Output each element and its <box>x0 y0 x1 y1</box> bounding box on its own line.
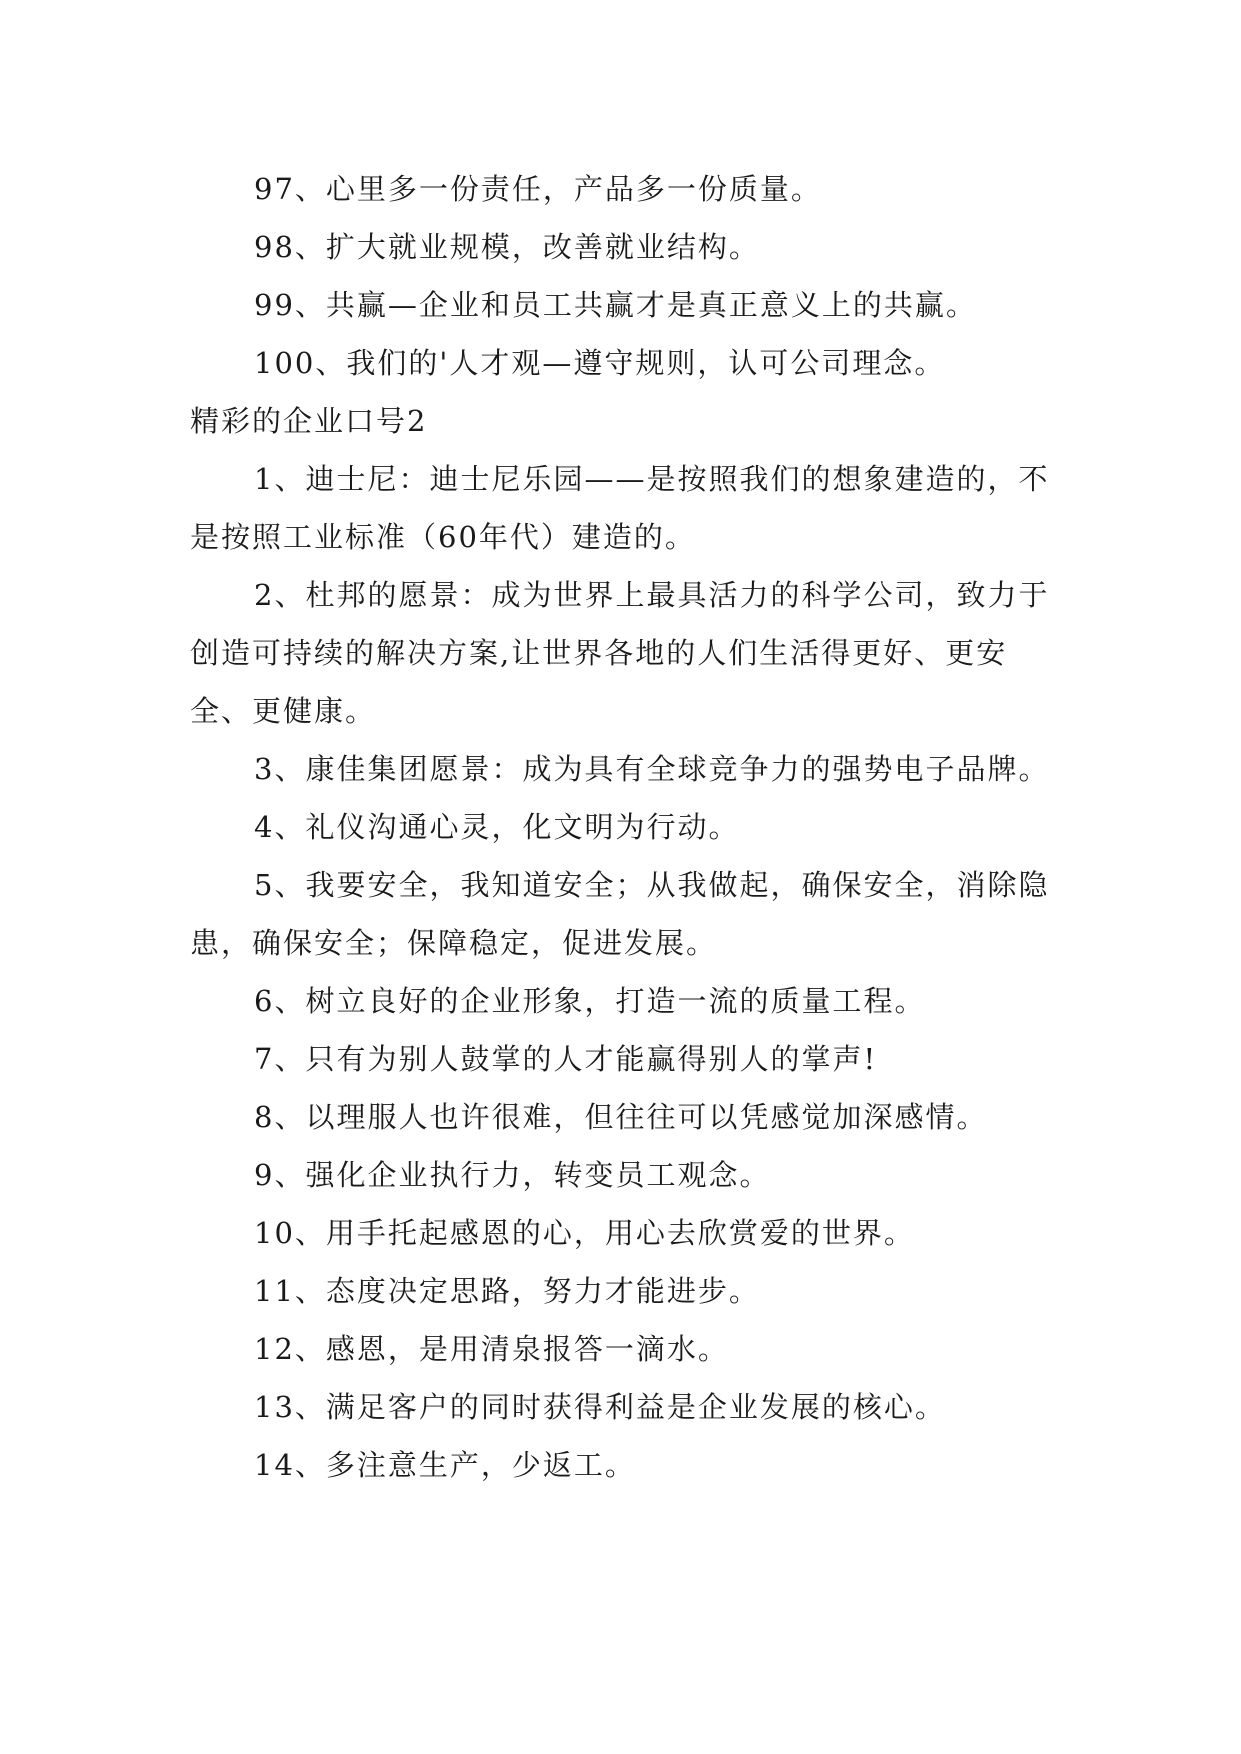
section-heading: 精彩的企业口号2 <box>190 404 428 438</box>
paragraph-100: 100、我们的'人才观—遵守规则，认可公司理念。 <box>254 346 946 380</box>
paragraph-13: 13、满足客户的同时获得利益是企业发展的核心。 <box>254 1390 946 1424</box>
paragraph-9: 9、强化企业执行力，转变员工观念。 <box>254 1158 771 1192</box>
paragraph-12: 12、感恩，是用清泉报答一滴水。 <box>254 1332 729 1366</box>
paragraph-99: 99、共赢—企业和员工共赢才是真正意义上的共赢。 <box>254 288 977 322</box>
paragraph-10: 10、用手托起感恩的心，用心去欣赏爱的世界。 <box>254 1216 915 1250</box>
paragraph-14: 14、多注意生产，少返工。 <box>254 1448 636 1482</box>
paragraph-2: 2、杜邦的愿景：成为世界上最具活力的科学公司，致力于创造可持续的解决方案,让世界各地的人们生活得更好、更安全、更健康。 <box>190 578 1050 728</box>
paragraph-4: 4、礼仪沟通心灵，化文明为行动。 <box>254 810 740 844</box>
paragraph-6: 6、树立良好的企业形象，打造一流的质量工程。 <box>254 984 926 1018</box>
paragraph-8: 8、以理服人也许很难，但往往可以凭感觉加深感情。 <box>254 1100 988 1134</box>
paragraph-98: 98、扩大就业规模，改善就业结构。 <box>254 230 760 264</box>
paragraph-97: 97、心里多一份责任，产品多一份质量。 <box>254 172 822 206</box>
paragraph-7: 7、只有为别人鼓掌的人才能赢得别人的掌声! <box>254 1042 878 1076</box>
paragraph-11: 11、态度决定思路，努力才能进步。 <box>254 1274 760 1308</box>
paragraph-1: 1、迪士尼：迪士尼乐园——是按照我们的想象建造的，不是按照工业标准（60年代）建造的。 <box>190 462 1050 554</box>
paragraph-3: 3、康佳集团愿景：成为具有全球竞争力的强势电子品牌。 <box>254 752 1050 786</box>
paragraph-5: 5、我要安全，我知道安全；从我做起，确保安全，消除隐患，确保安全；保障稳定，促进发展。 <box>190 868 1050 960</box>
document-body <box>190 160 1060 1494</box>
